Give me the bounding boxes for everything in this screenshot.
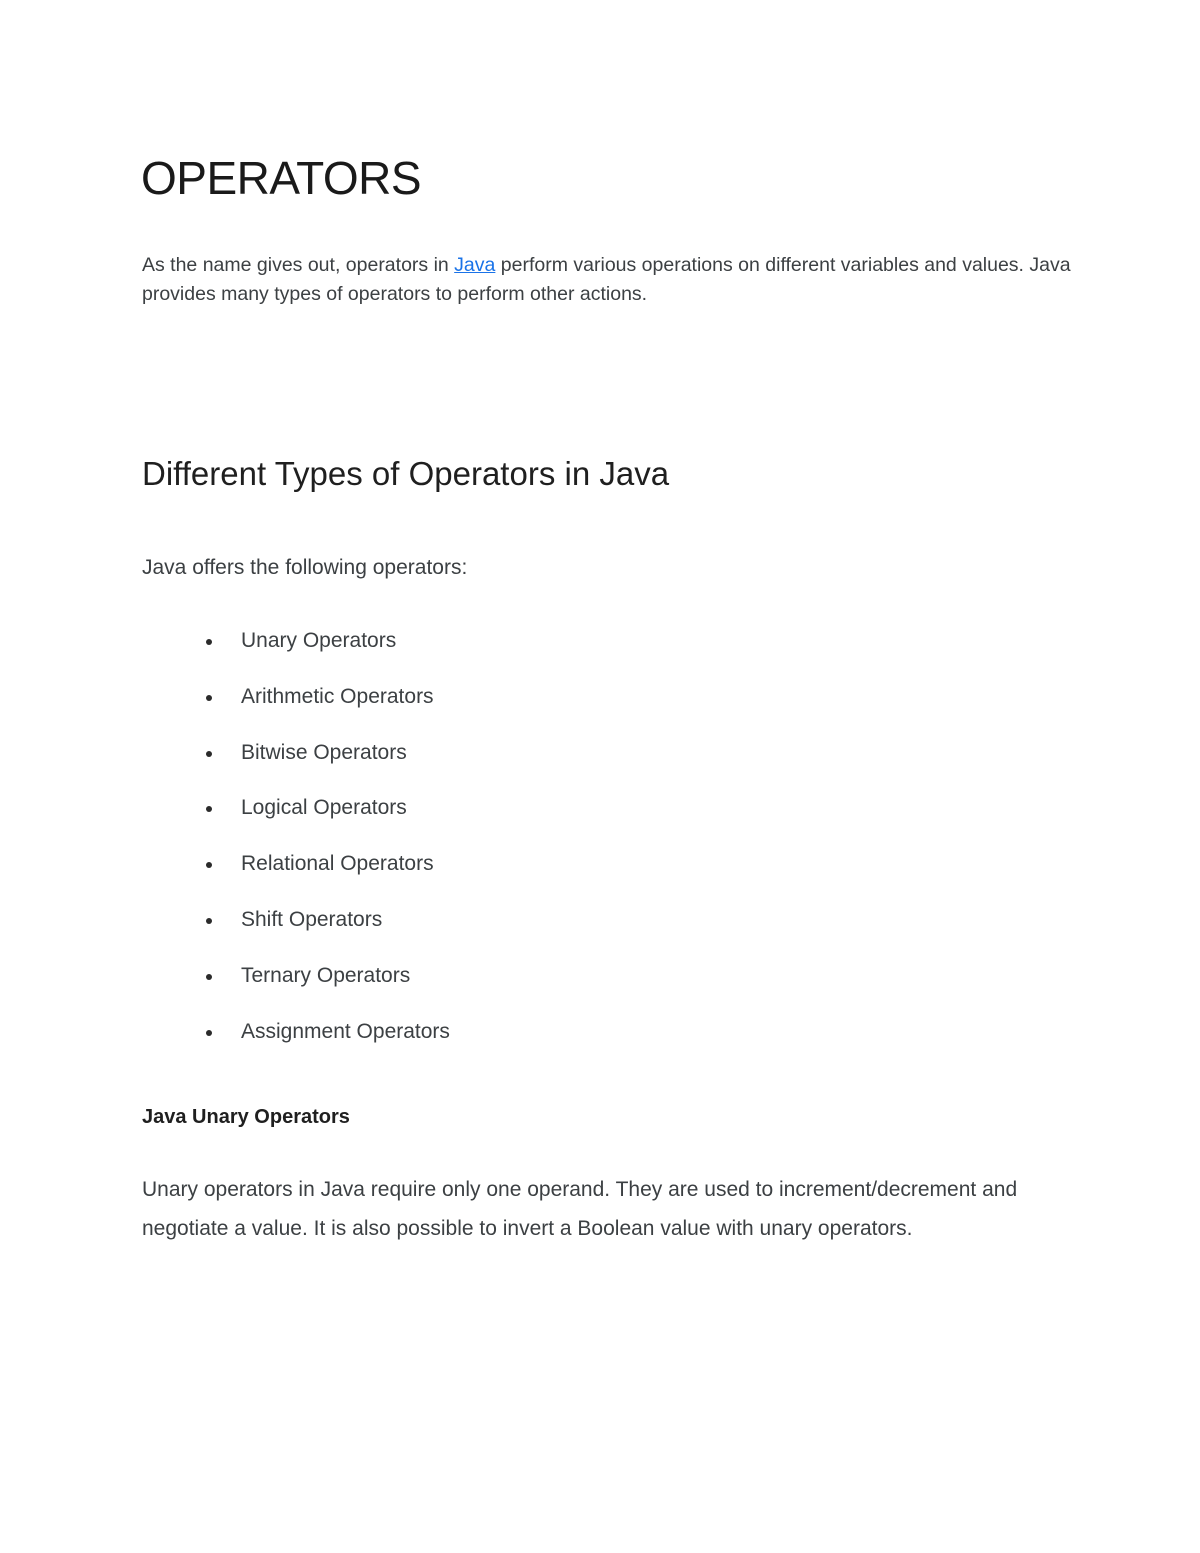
bullet-icon — [206, 1030, 212, 1036]
bullet-icon — [206, 918, 212, 924]
list-item — [142, 678, 450, 734]
list-item-label: Assignment Operators — [241, 1019, 450, 1043]
list-item — [142, 622, 450, 678]
list-item-label: Ternary Operators — [241, 963, 411, 987]
list-item-label: Unary Operators — [241, 629, 397, 652]
section-title: Different Types of Operators in Java — [142, 455, 670, 492]
list-item — [142, 957, 450, 1013]
list-item — [142, 845, 450, 901]
list-item — [142, 734, 450, 790]
bullet-icon — [206, 695, 212, 701]
list-item — [142, 789, 450, 845]
lead-text: Java offers the following operators: — [142, 556, 468, 579]
intro-paragraph — [142, 251, 1072, 309]
bullet-icon — [206, 806, 212, 812]
list-item-label: Logical Operators — [241, 796, 407, 820]
list-item-label: Arithmetic Operators — [241, 684, 434, 708]
unary-paragraph: Unary operators in Java require only one operand. They are used to increment/decrement and negotiate a value. It is also possible to invert a Boolean value with unary operators. — [142, 1178, 1018, 1240]
list-item-label: Relational Operators — [241, 852, 434, 876]
intro-text-end: perform various operations on different variables and values. Java provides many types of operators to perform other actions. — [142, 254, 1071, 305]
list-item — [142, 901, 450, 957]
list-item-label: Shift Operators — [241, 907, 383, 931]
bullet-icon — [206, 639, 212, 645]
bullet-icon — [206, 974, 212, 980]
intro-text-start: As the name gives out, operators in — [142, 254, 455, 276]
list-item — [142, 1013, 450, 1069]
list-item-label: Bitwise Operators — [241, 740, 407, 764]
operators-list — [142, 622, 450, 1068]
unary-heading: Java Unary Operators — [142, 1106, 350, 1128]
bullet-icon — [206, 862, 212, 868]
java-link[interactable]: Java — [454, 254, 496, 276]
page-title: OPERATORS — [141, 152, 422, 204]
bullet-icon — [206, 751, 212, 757]
